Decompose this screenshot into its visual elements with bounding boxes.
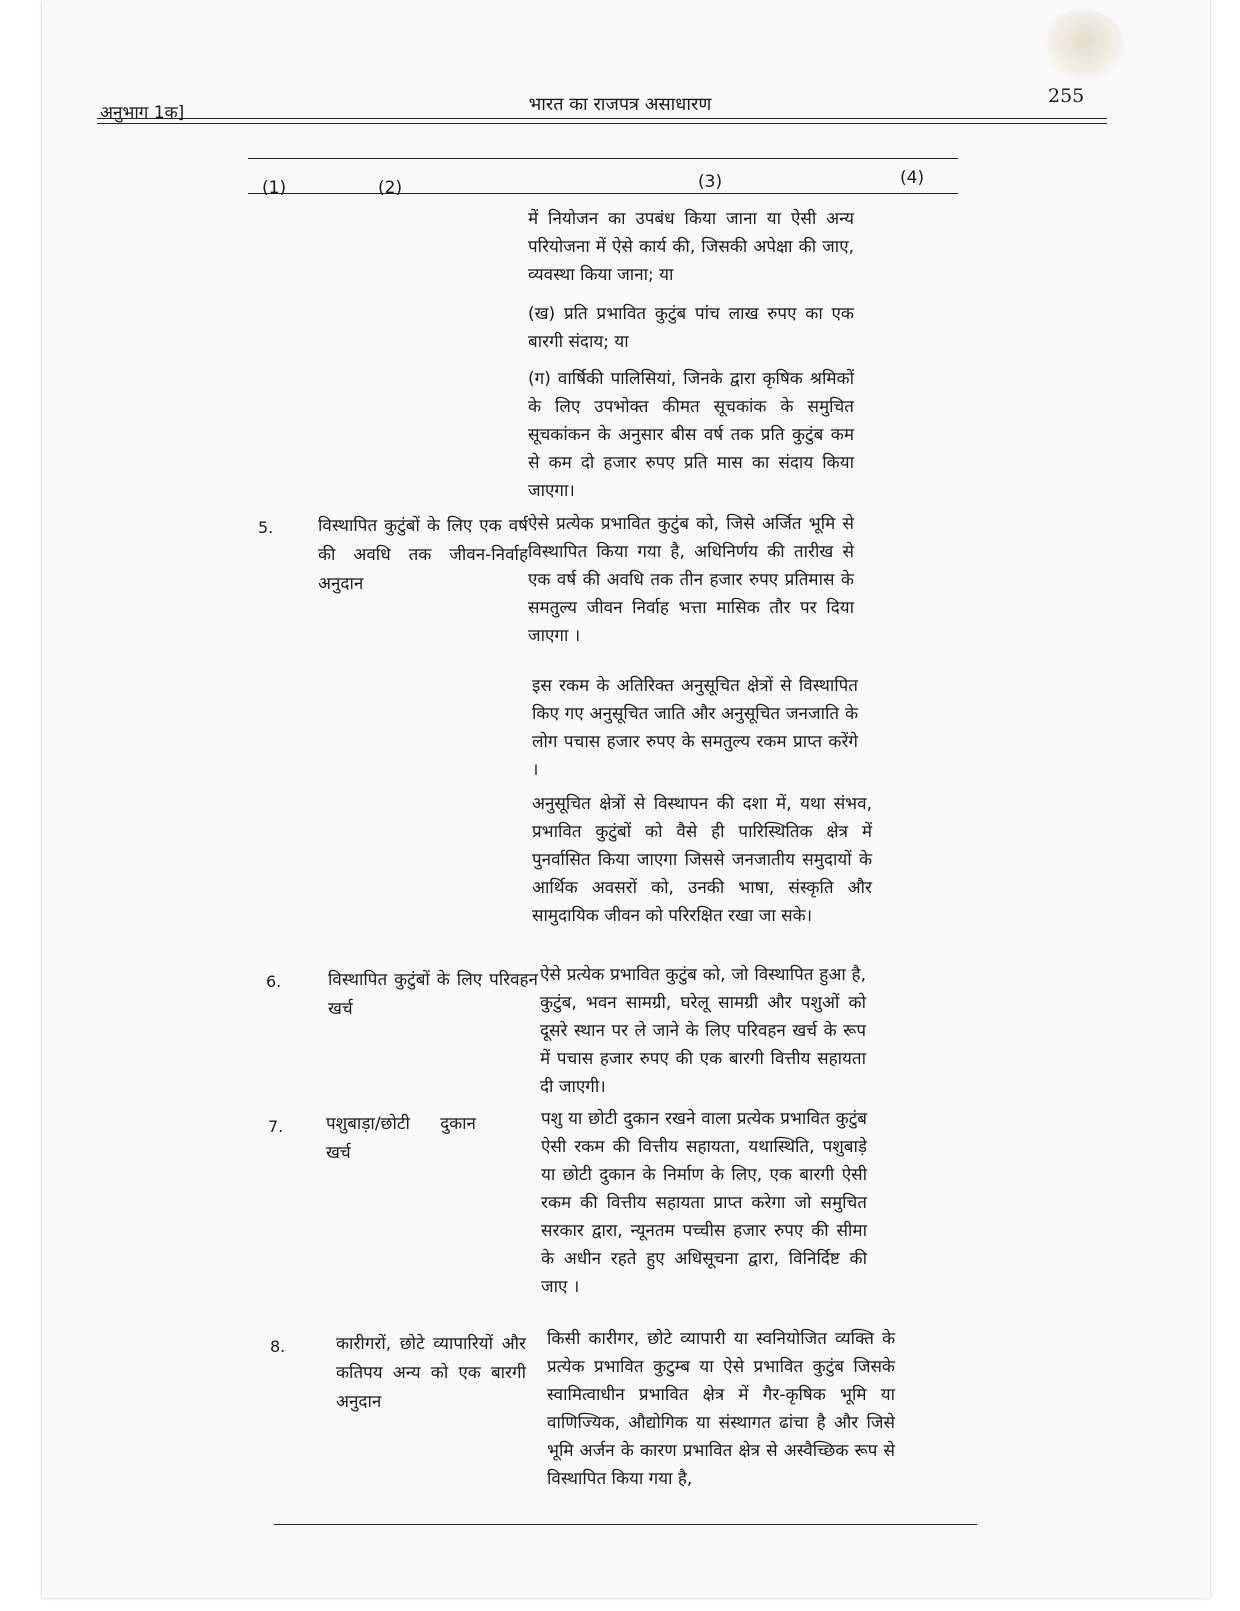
page-number: 255 <box>1048 85 1085 107</box>
column-header-2: (2) <box>378 178 403 198</box>
table-header-rule <box>248 193 958 194</box>
row-item: विस्थापित कुटुंबों के लिए एक वर्ष की अवधि तक जीवन-निर्वाह अनुदान <box>318 516 528 594</box>
continuation-option-b: (ख) प्रति प्रभावित कुटुंब पांच लाख रुपए का एक बारगी संदाय; या <box>528 304 854 352</box>
column-header-4: (4) <box>900 168 925 188</box>
page-bottom-rule <box>274 1524 977 1525</box>
row-description: ऐसे प्रत्येक प्रभावित कुटुंब को, जिसे अर्जित भूमि से विस्थापित किया गया है, अधिनिर्णय की तारीख से एक वर्ष की अवधि तक तीन हजार रुपए प्रतिमास के समतुल्य जीवन निर्वाह भत्ता मासिक तौर पर दिया जाएगा । <box>528 514 854 646</box>
gazette-title: भारत का राजपत्र असाधारण <box>528 94 712 115</box>
header-rule-bottom <box>97 123 1107 124</box>
column-header-1: (1) <box>262 178 287 198</box>
column-header-3: (3) <box>698 172 723 192</box>
row-item: पशुबाड़ा/छोटी दुकान खर्च <box>326 1114 476 1163</box>
row-number: 8. <box>270 1337 286 1356</box>
row-description: पशु या छोटी दुकान रखने वाला प्रत्येक प्रभावित कुटुंब ऐसी रकम की वित्तीय सहायता, यथास्थिति, पशुबाड़े या छोटी दुकान के निर्माण के लिए, एक बारगी ऐसी रकम की वित्तीय सहायता प्राप्त करेगा जो समुचित सरकार द्वारा, न्यूनतम पच्चीस हजार रुपए की सीमा के अधीन रहते हुए अधिसूचना द्वारा, विनिर्दिष्ट की जाए । <box>541 1109 867 1297</box>
paper-stain <box>1045 10 1125 80</box>
row-description: इस रकम के अतिरिक्त अनुसूचित क्षेत्रों से विस्थापित किए गए अनुसूचित जाति और अनुसूचित जनजाति के लोग पचास हजार रुपए के समतुल्य रकम प्राप्त करेंगे । <box>532 676 858 780</box>
row-item: विस्थापित कुटुंबों के लिए परिवहन खर्च <box>328 970 538 1019</box>
row-number: 7. <box>268 1117 284 1136</box>
table-top-rule <box>248 158 958 159</box>
section-label: अनुभाग 1क] <box>100 103 185 123</box>
row-number: 6. <box>266 972 282 991</box>
row-description: किसी कारीगर, छोटे व्यापारी या स्वनियोजित व्यक्ति के प्रत्येक प्रभावित कुटुम्ब या ऐसे प्रभावित कुटुंब जिसके स्वामित्वाधीन प्रभावित क्षेत्र में गैर-कृषिक भूमि या वाणिज्यिक, औद्योगिक या संस्थागत ढांचा है और जिसे भूमि अर्जन के कारण प्रभावित क्षेत्र से अस्वैच्छिक रूप से विस्थापित किया गया है, <box>547 1329 895 1489</box>
row-description: ऐसे प्रत्येक प्रभावित कुटुंब को, जो विस्थापित हुआ है, कुटुंब, भवन सामग्री, घरेलू सामग्री और पशुओं को दूसरे स्थान पर ले जाने के लिए परिवहन खर्च के रूप में पचास हजार रुपए की एक बारगी वित्तीय सहायता दी जाएगी। <box>540 965 866 1097</box>
continuation-option-c: (ग) वार्षिकी पालिसियां, जिनके द्वारा कृषिक श्रमिकों के लिए उपभोक्त कीमत सूचकांक के समुचित सूचकांकन के अनुसार बीस वर्ष तक प्रति कुटुंब कम से कम दो हजार रुपए प्रति मास का संदाय किया जाएगा। <box>528 369 854 501</box>
header-rule-top <box>97 118 1107 119</box>
row-number: 5. <box>258 518 274 537</box>
row-description: अनुसूचित क्षेत्रों से विस्थापन की दशा में, यथा संभव, प्रभावित कुटुंबों को वैसे ही पारिस्थितिक क्षेत्र में पुनर्वासित किया जाएगा जिससे जनजातीय समुदायों के आर्थिक अवसरों को, उनकी भाषा, संस्कृति और सामुदायिक जीवन को परिरक्षित रखा जा सके। <box>532 794 872 926</box>
row-item: कारीगरों, छोटे व्यापारियों और कतिपय अन्य को एक बारगी अनुदान <box>336 1334 526 1412</box>
continuation-text: में नियोजन का उपबंध किया जाना या ऐसी अन्य परियोजना में ऐसे कार्य की, जिसकी अपेक्षा की जाए, व्यवस्था किया जाना; या <box>528 209 854 285</box>
